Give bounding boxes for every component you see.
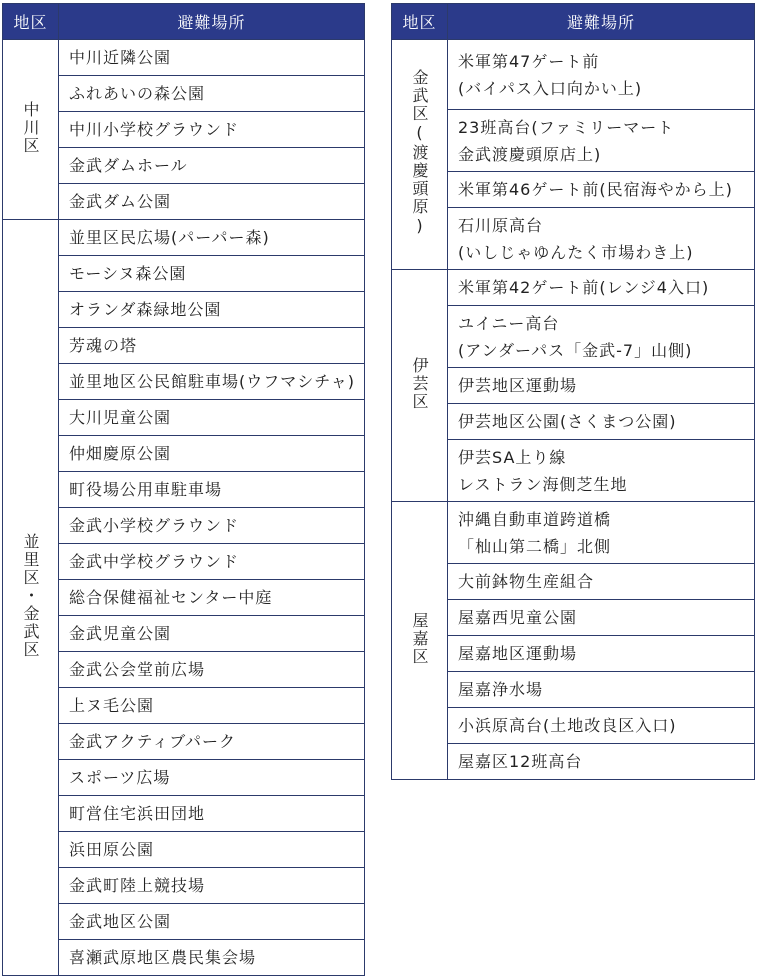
place-name-line2: (アンダーパス「金武-7」山側) [458,340,693,360]
district-cell [392,270,448,502]
place-cell [448,744,755,780]
place-name: 大川児童公園 [59,400,365,436]
place-name-line1: 大前鉢物生産組合 [458,572,595,591]
place-cell [448,306,755,368]
place-name: 金武児童公園 [59,616,365,652]
place-cell [448,440,755,502]
place-name: 芳魂の塔 [59,328,365,364]
place-name: ふれあいの森公園 [59,76,365,112]
district-name: 屋嘉区 [410,611,429,666]
table-header-row [3,4,365,40]
district-name: 金武区(渡慶頭原) [410,68,429,237]
table-row [3,220,365,256]
place-name: オランダ森緑地公園 [59,292,365,328]
place-name: 金武地区公園 [59,904,365,940]
place-column-header: 避難場所 [448,4,755,40]
district-name: 並里区・金武区 [21,532,40,659]
place-name: 町営住宅浜田団地 [59,796,365,832]
place-name: 金武ダム公園 [59,184,365,220]
place-name-line2: 「杣山第二橋」北側 [458,536,612,556]
evacuation-table-left [2,3,365,976]
table-header-row [392,4,755,40]
place-name: 町役場公用車駐車場 [59,472,365,508]
place-name: 上ヌ毛公園 [59,688,365,724]
place-name: 金武アクティブパーク [59,724,365,760]
place-name: 並里地区公民館駐車場(ウフマシチャ) [59,364,365,400]
place-name-line1: 屋嘉西児童公園 [458,608,578,627]
place-cell [448,40,755,110]
place-name: スポーツ広場 [59,760,365,796]
place-cell [448,270,755,306]
place-cell [448,110,755,172]
district-cell [392,40,448,270]
place-name-line1: 屋嘉地区運動場 [458,644,578,663]
place-name-line1: 伊芸地区公園(さくまつ公園) [458,412,677,431]
place-name-line1: 米軍第47ゲート前 [458,51,600,71]
place-cell [448,502,755,564]
place-name-line1: 沖縄自動車道跨道橋 [458,509,612,529]
place-name: 金武公会堂前広場 [59,652,365,688]
table-row [392,502,755,564]
place-name: 金武ダムホール [59,148,365,184]
place-name: 金武町陸上競技場 [59,868,365,904]
place-name-line2: レストラン海側芝生地 [458,474,628,494]
place-name-line2: 金武渡慶頭原店上) [458,144,602,164]
place-cell [448,672,755,708]
place-name: 中川小学校グラウンド [59,112,365,148]
table-row [392,270,755,306]
place-name-line1: 23班高台(ファミリーマート [458,117,675,137]
place-name: 並里区民広場(パーパー森) [59,220,365,256]
place-name-line2: (いしじゃゆんたく市場わき上) [458,242,694,262]
place-name: 総合保健福祉センター中庭 [59,580,365,616]
place-name-line2: (バイパス入口向かい上) [458,78,643,98]
place-name-line1: 小浜原高台(土地改良区入口) [458,716,677,735]
place-name-line1: 伊芸地区運動場 [458,376,578,395]
place-cell [448,368,755,404]
place-column-header: 避難場所 [59,4,365,40]
place-cell [448,708,755,744]
place-cell [448,636,755,672]
place-name: 仲畑慶原公園 [59,436,365,472]
evacuation-table-right [391,3,755,780]
place-cell [448,208,755,270]
place-cell [448,172,755,208]
place-cell [448,564,755,600]
place-name-line1: ユイニー高台 [458,313,560,333]
place-cell [448,404,755,440]
place-name: 金武中学校グラウンド [59,544,365,580]
place-name-line1: 屋嘉区12班高台 [458,752,583,771]
district-cell [3,220,59,976]
district-name: 中川区 [21,100,40,155]
place-name: 喜瀬武原地区農民集会場 [59,940,365,976]
place-name: 金武小学校グラウンド [59,508,365,544]
place-name-line1: 石川原高台 [458,215,544,235]
district-column-header: 地区 [3,4,59,40]
place-name-line1: 伊芸SA上り線 [458,447,567,467]
place-name: モーシヌ森公園 [59,256,365,292]
table-row [3,40,365,76]
place-name: 浜田原公園 [59,832,365,868]
district-cell [3,40,59,220]
table-row [392,40,755,110]
place-name-line1: 米軍第42ゲート前(レンジ4入口) [458,278,710,297]
district-name: 伊芸区 [410,356,429,411]
place-name-line1: 屋嘉浄水場 [458,680,544,699]
place-name: 中川近隣公園 [59,40,365,76]
district-column-header: 地区 [392,4,448,40]
place-name-line1: 米軍第46ゲート前(民宿海やから上) [458,180,733,199]
district-cell [392,502,448,780]
place-cell [448,600,755,636]
